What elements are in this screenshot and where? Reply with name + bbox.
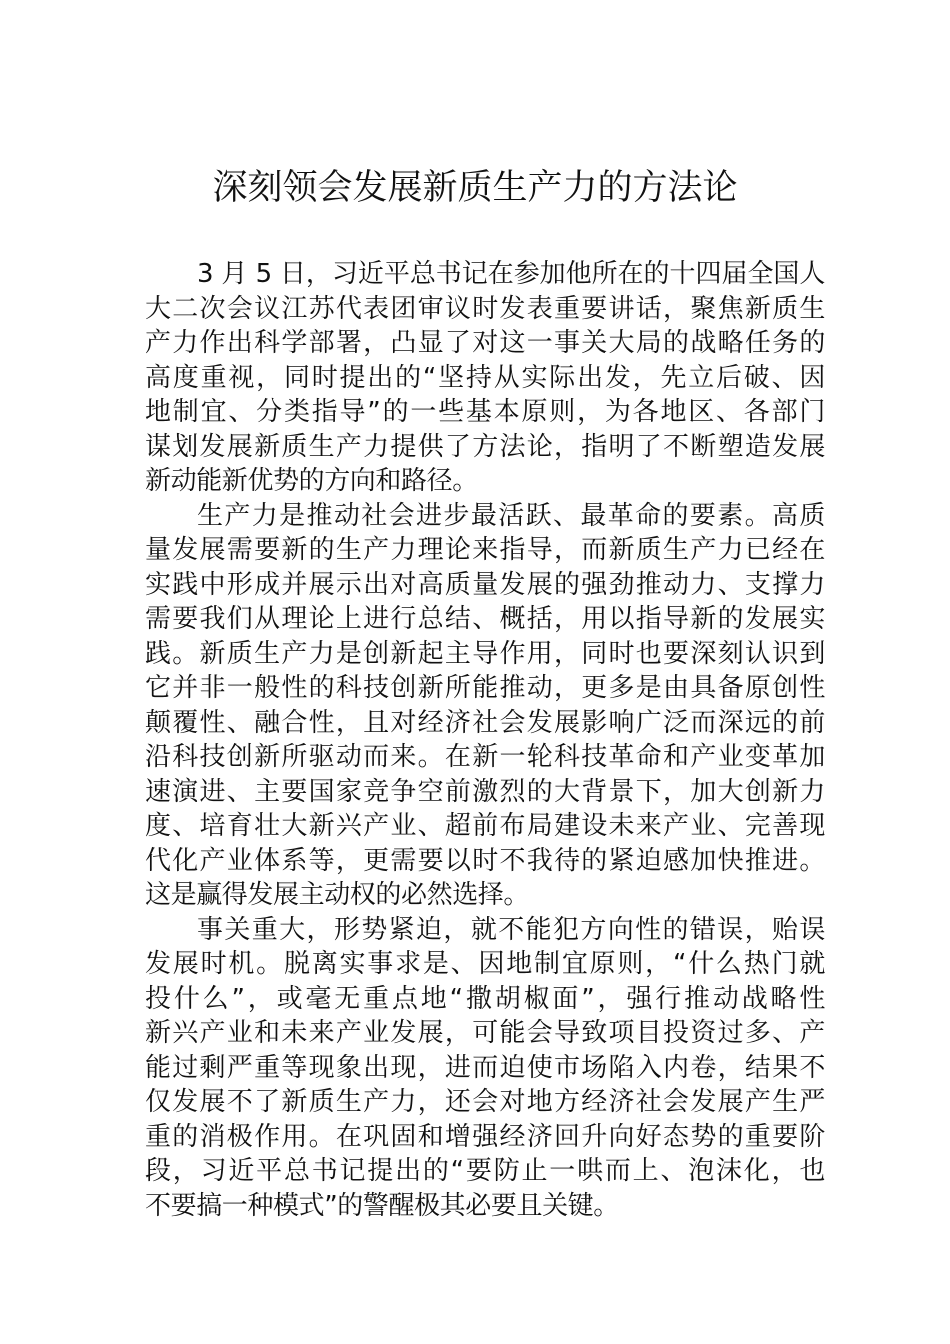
text-line: 新动能新优势的方向和路径。 xyxy=(145,466,478,496)
text-line: 3 月 5 日，习近平总书记在参加他所在的十四届全国人 xyxy=(197,259,825,289)
text-line: 仅发展不了新质生产力，还会对地方经济社会发展产生严 xyxy=(145,1087,825,1117)
paragraph-1 xyxy=(145,257,825,499)
text-line: 新兴产业和未来产业发展，可能会导致项目投资过多、产 xyxy=(145,1018,825,1048)
text-line: 度、培育壮大新兴产业、超前布局建设未来产业、完善现 xyxy=(145,811,825,841)
text-line: 产力作出科学部署，凸显了对这一事关大局的战略任务的 xyxy=(145,328,825,358)
text-line: 沿科技创新所驱动而来。在新一轮科技革命和产业变革加 xyxy=(145,742,825,772)
text-line: 实践中形成并展示出对高质量发展的强劲推动力、支撑力 xyxy=(145,569,825,600)
text-line: 能过剩严重等现象出现，进而迫使市场陷入内卷，结果不 xyxy=(145,1052,825,1083)
document-body xyxy=(145,257,825,1223)
text-line: 谋划发展新质生产力提供了方法论，指明了不断塑造发展 xyxy=(145,431,825,462)
text-line: 高度重视，同时提出的“坚持从实际出发，先立后破、因 xyxy=(145,362,825,393)
text-line: 段，习近平总书记提出的“要防止一哄而上、泡沫化，也 xyxy=(145,1156,825,1186)
text-line: 地制宜、分类指导”的一些基本原则，为各地区、各部门 xyxy=(145,397,825,427)
text-line: 践。新质生产力是创新起主导作用，同时也要深刻认识到 xyxy=(145,638,825,669)
text-line: 这是赢得发展主动权的必然选择。 xyxy=(145,880,530,910)
document-title: 深刻领会发展新质生产力的方法论 xyxy=(212,168,738,208)
text-line: 重的消极作用。在巩固和增强经济回升向好态势的重要阶 xyxy=(145,1121,825,1152)
text-line: 不要搞一种模式”的警醒极其必要且关键。 xyxy=(145,1190,619,1221)
text-line: 速演进、主要国家竞争空前激烈的大背景下，加大创新力 xyxy=(145,776,825,807)
text-line: 颠覆性、融合性，且对经济社会发展影响广泛而深远的前 xyxy=(145,707,825,738)
text-line: 发展时机。脱离实事求是、因地制宜原则，“什么热门就 xyxy=(145,949,825,979)
paragraph-2 xyxy=(145,499,825,913)
text-line: 需要我们从理论上进行总结、概括，用以指导新的发展实 xyxy=(145,604,825,634)
text-line: 代化产业体系等，更需要以时不我待的紧迫感加快推进。 xyxy=(145,845,825,876)
text-line: 投什么”，或毫无重点地“撒胡椒面”，强行推动战略性 xyxy=(145,983,825,1014)
text-line: 事关重大，形势紧迫，就不能犯方向性的错误，贻误 xyxy=(197,914,825,945)
text-line: 生产力是推动社会进步最活跃、最革命的要素。高质 xyxy=(197,500,825,531)
text-line: 量发展需要新的生产力理论来指导，而新质生产力已经在 xyxy=(145,535,825,565)
paragraph-3 xyxy=(145,913,825,1224)
text-line: 它并非一般性的科技创新所能推动，更多是由具备原创性 xyxy=(145,673,825,703)
text-line: 大二次会议江苏代表团审议时发表重要讲话，聚焦新质生 xyxy=(145,293,825,324)
